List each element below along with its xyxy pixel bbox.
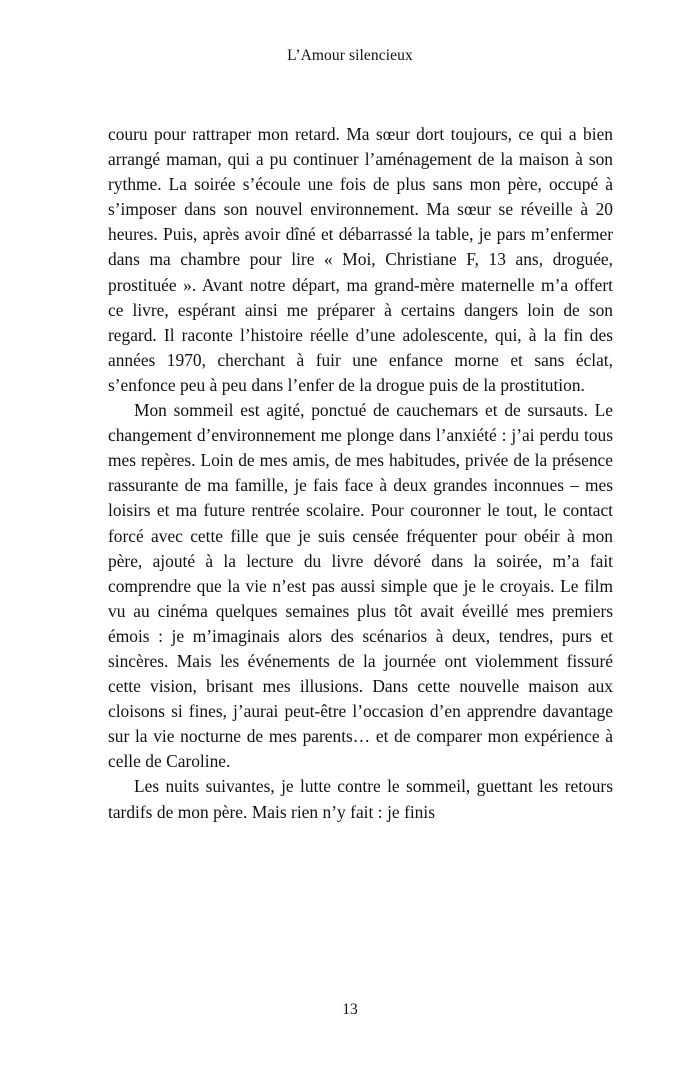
body-text-block — [108, 122, 613, 825]
body-paragraph: Les nuits suivantes, je lutte contre le sommeil, guettant les retours tardifs de mon père. Mais rien n’y fait : je finis — [108, 776, 613, 822]
body-paragraph: Mon sommeil est agité, ponctué de cauchemars et de sursauts. Le changement d’environnement me plonge dans l’anxiété : j’ai perdu tous mes repères. Loin de mes amis, de mes habitudes, privée de la présence rassurante de ma famille, je fais face à deux grandes inconnues – mes loisirs et ma future rentrée scolaire. Pour couronner le tout, le contact forcé avec cette fille que je suis censée fréquenter pour obéir à mon père, ajouté à la lecture du livre dévoré dans la soirée, m’a fait comprendre que la vie n’est pas aussi simple que je le croyais. Le film vu au cinéma quelques semaines plus tôt avait éveillé mes premiers émois : je m’imaginais alors des scénarios à deux, tendres, purs et sincères. Mais les événements de la journée ont violemment fissuré cette vision, brisant mes illusions. Dans cette nouvelle maison aux cloisons si fines, j’aurai peut-être l’occasion d’en apprendre davantage sur la vie nocturne de mes parents… et de comparer mon expérience à celle de Caroline. — [108, 400, 613, 772]
body-paragraph: couru pour rattraper mon retard. Ma sœur dort toujours, ce qui a bien arrangé maman, qui a pu continuer l’aménagement de la maison à son rythme. La soirée s’écoule une fois de plus sans mon père, occupé à s’imposer dans son nouvel environnement. Ma sœur se réveille à 20 heures. Puis, après avoir dîné et débarrassé la table, je pars m’enfermer dans ma chambre pour lire « Moi, Christiane F, 13 ans, droguée, prostituée ». Avant notre départ, ma grand-mère maternelle m’a offert ce livre, espérant ainsi me préparer à certains dangers loin de son regard. Il raconte l’histoire réelle d’une adolescente, qui, à la fin des années 1970, cherchant à fuir une enfance morne et sans éclat, s’enfonce peu à peu dans l’enfer de la drogue puis de la prostitution. — [108, 124, 613, 395]
running-header: L’Amour silencieux — [287, 47, 413, 64]
page-number: 13 — [342, 1001, 358, 1018]
